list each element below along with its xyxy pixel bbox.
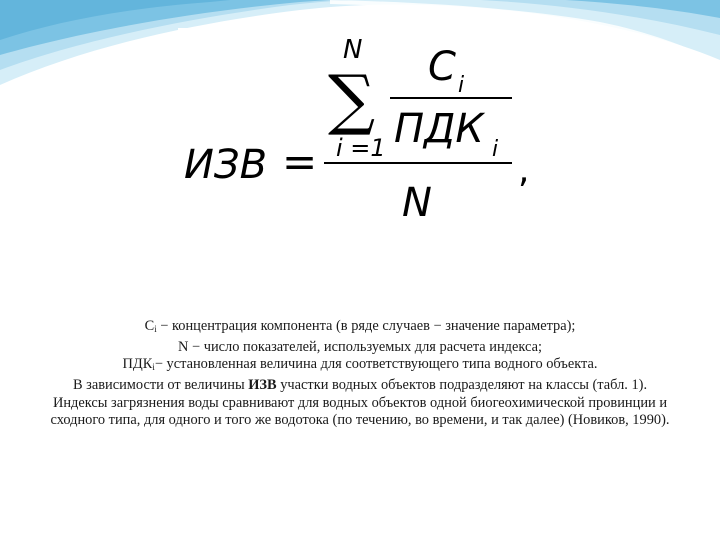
pdk-symbol: ПДК <box>122 356 153 373</box>
classification-paragraph <box>40 377 680 430</box>
formula-equals: = <box>282 137 318 186</box>
formula-lhs: ИЗВ <box>184 142 268 188</box>
denominator-sub: i <box>492 137 499 162</box>
ci-subscript: i <box>154 324 157 335</box>
sum-symbol: ∑ <box>328 61 376 138</box>
formula-trailing-comma: , <box>518 150 530 191</box>
izv-formula <box>178 28 540 226</box>
numerator-var: C <box>428 44 456 90</box>
sum-lower-limit: i =1 <box>336 134 386 162</box>
definitions-text <box>40 318 680 430</box>
paragraph-rest: участки водных объектов подразделяют на классы (табл. 1). Индексы загрязнения воды сравнивают для водных объектов одной биогеохимической провинции и сходного типа, для одного и того же водотока (по течению, во времени, и так далее) (Новиков, 1990). <box>50 377 670 429</box>
ci-description: − концентрация компонента (в ряде случаев − значение параметра); <box>156 318 576 334</box>
definition-ci <box>40 318 680 339</box>
paragraph-start: В зависимости от величины <box>72 377 249 394</box>
definition-n: N − число показателей, используемых для расчета индекса; <box>178 338 542 355</box>
pdk-description: − установленная величина для соответствующего типа водного объекта. <box>154 356 598 373</box>
numerator-sub: i <box>458 73 465 98</box>
pdk-subscript: i <box>152 362 155 373</box>
definition-pdk <box>40 356 680 377</box>
denominator-var: ПДК <box>394 106 484 152</box>
formula-image <box>178 28 540 226</box>
ci-symbol: C <box>144 318 155 334</box>
paragraph-bold-izv: ИЗВ <box>248 377 277 394</box>
outer-denominator: N <box>402 180 432 226</box>
sum-upper-limit: N <box>343 35 363 65</box>
